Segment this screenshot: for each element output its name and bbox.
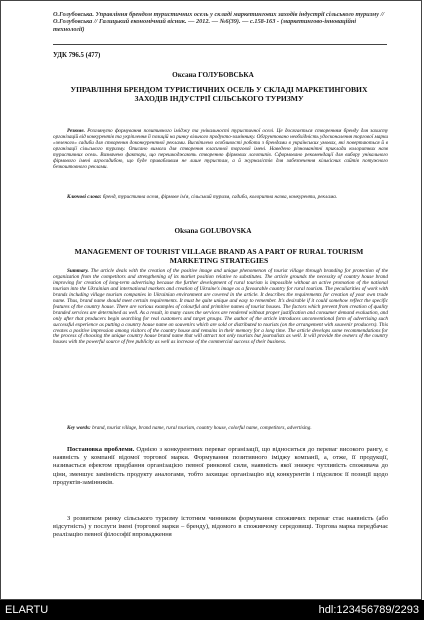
keywords-eng: [53, 426, 388, 432]
keywords-eng-text: brand, tourist village, brand name, rural tourism, country house, colorful name, competitors, advertising.: [92, 425, 312, 431]
title-ukr: УПРАВЛІННЯ БРЕНДОМ ТУРИСТИЧНИХ ОСЕЛЬ У СКЛАДІ МАРКЕТИНГОВИХ ЗАХОДІВ ІНДУСТРІЇ СІЛЬСЬКОГО ТУРИЗМУ: [70, 85, 368, 103]
keywords-ukr: [53, 195, 388, 201]
abstract-ukr: [53, 129, 388, 171]
keywords-eng-label: Key words:: [67, 425, 91, 431]
summary-text: The article deals with the creation of the positive image and unique phenomenon of tourist village through branding for protection of the organization from the competitors and strengthening of its market position relative to substitutes. The article grounds the necessity of country house brand improving for creation of long-term advertising because the further development of rural tourism is impossible without an active promotion of the national tourism into the Ukrainian and international markets and creation of Ukraine's image as a favourable country for rural tourism. The peculiarities of work with brands including village tourism companies in Ukrainian environment are covered in the article. It describes the requirements for creation of your own trade name. Thus, brand name should meet certain requirements. It must be quite unique and easy to remember. It's desirable if it could somehow reflect the specific features of the country house. There are various examples of colourful and primitive names of tourist houses. The factors which prevent from creation of quality branded services are determined as well. As a result, in many cases the services are rendered without proper justification and consumer demand evaluation, and only after that producers begin searching for real customers and target groups. The author of the article introduces unconventional form of advertising such successful experience as putting a country house name on souvenirs which are sold or distributed to tourists (on the arrangement with souvenir producers). This creates a positive impression among visitors of the country house and remains in their memory for a long time. The article develops some recommendations for the process of choosing the unique country house brand name that will attract not only tourists but journalists as well. It will provide the owners of the country houses with the powerful source of free publicity as well as increase of the commercial success of their business.: [53, 268, 389, 346]
summary-label: Summary.: [67, 268, 89, 274]
header-rule: [53, 44, 387, 45]
abstract-text: Розглянуто формування позитивного іміджу та унікальності туристичної оселі. Це досягається створенням бренду для захисту організацій від конкурентів та укріплення її позицій на ринку вільного продукто-заміннику. Обгрунтовано необхідність удосконалення торгової марки «зеленого» садиби для створення доконкурентної реклами. Висвітлено особливості роботи з брендами в українських умовах, які повертаються й в організації сільського туризму. Описано вимоги для створення класичної торгової імені. Наведено різноманітні приклади колоритних назв туристичних осель. Визначено фактори, що перешкоджають створенню фірмових логотипів. Сформовано рекомендації для вибору унікального фірмового імені агросадибою, що буде привабливим не лише туристам, а й журналістів для забезпечення кількісних сайтів потужного безкоштовного реклами.: [53, 128, 389, 170]
paragraph-1-text: Однією з конкурентних переваг організації, що відноситься до переваг високого рангу, є наявність у компанії відомої торгової марки. Формування позитивного іміджу компанії, а, отже, її продукції, називається ефектом придбання організацією певної ринкової сили, наявність якої знижує чутливість споживача до ціни, зменшує замінність продукту аналогами, тобто захищає організацію від конкурентів і підсилює її позиції щодо продуктів-замінників.: [53, 446, 389, 486]
author-ukr: Оксана ГОЛУБОВСЬКА: [172, 71, 254, 79]
body-paragraph-2: З розвитком ринку сільського туризму істотним чинником формування споживчих переваг стає наявність (або відсутність) у послуги імені (торгової марки – бренду), відомого в споживчому середовищі. Торгова марка передбачає реалізацію певної філософії впровадження: [53, 515, 388, 539]
keywords-label: Ключові слова:: [67, 194, 102, 200]
citation-header: О.Голубовська. Управління брендом туристичних осель у складі маркетингових заходів індустрії сільського туризму // О.Голубовська // Галицький економічний вісник. — 2012. — №6(39). — с.158-163 - (маркетингово-інноваційні технології): [53, 11, 385, 33]
summary-eng: [53, 269, 388, 346]
title-eng: MANAGEMENT OF TOURIST VILLAGE BRAND AS A PART OF RURAL TOURISM MARKETING STRATEGIES: [74, 247, 364, 265]
problem-statement-label: Постановка проблеми.: [67, 446, 135, 453]
footer-handle: hdl:123456789/2293: [318, 604, 419, 616]
body-paragraph-1: [53, 446, 388, 487]
footer-bar: [0, 600, 424, 620]
abstract-label: Резюме.: [67, 128, 85, 134]
footer-repository: ELARTU: [5, 604, 49, 616]
author-eng: Oksana GOLUBOVSKA: [174, 227, 252, 235]
udk-code: УДК 796.5 (477): [53, 52, 101, 59]
keywords-text: бренд, туристична оселя, фірмове ім'я, сільський туризм, садиба, колоритна назва, конкуренти, реклама.: [102, 194, 338, 200]
